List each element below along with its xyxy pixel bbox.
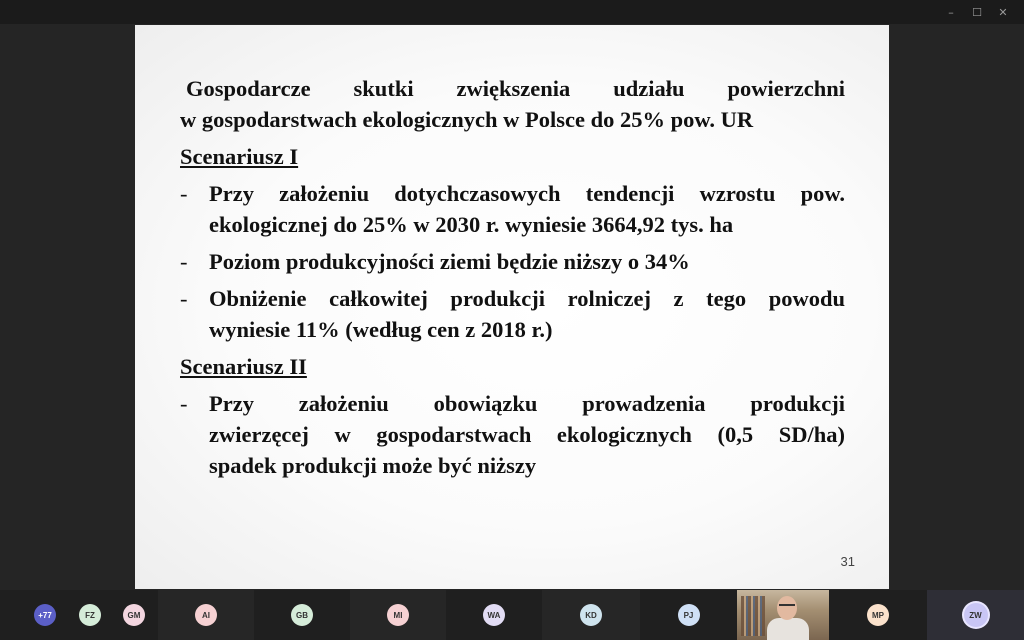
bullet-marker: -: [180, 286, 188, 311]
minimize-button[interactable]: –: [948, 5, 954, 19]
avatar: GM: [123, 604, 145, 626]
maximize-button[interactable]: ☐: [972, 5, 982, 19]
participant-tile[interactable]: [542, 590, 640, 640]
avatar: WA: [483, 604, 505, 626]
bullet-item: [180, 178, 845, 240]
slide-title-line-1: Gospodarcze skutki zwiększenia udziału powierzchni: [186, 76, 845, 101]
participant-tile[interactable]: [446, 590, 542, 640]
participant-tile[interactable]: [350, 590, 446, 640]
bullet-marker: -: [180, 249, 188, 274]
avatar: MI: [387, 604, 409, 626]
bullet-text-line: Poziom produkcyjności ziemi będzie niższy o 34%: [209, 249, 690, 274]
bullet-item: [180, 283, 845, 345]
avatar: FZ: [79, 604, 101, 626]
title-bar: [0, 0, 1024, 24]
participant-body: [767, 618, 809, 640]
scenario-2-bullets: [180, 388, 845, 481]
bullet-text-line: Obniżenie całkowitej produkcji rolniczej z tego powodu: [209, 286, 845, 311]
scenario-2-heading: Scenariusz II: [180, 354, 307, 379]
avatar-self: ZW: [964, 603, 988, 627]
participant-glasses: [779, 604, 795, 610]
scenario-1-bullets: [180, 178, 845, 345]
avatar: GB: [291, 604, 313, 626]
avatar: PJ: [678, 604, 700, 626]
avatar: KD: [580, 604, 602, 626]
participant-video-tile[interactable]: [737, 590, 829, 640]
slide-title-line-2: w gospodarstwach ekologicznych w Polsce do 25% pow. UR: [180, 107, 754, 132]
bullet-text-line: Przy założeniu dotychczasowych tendencji wzrostu pow.: [209, 181, 845, 206]
avatar: MP: [867, 604, 889, 626]
bullet-marker: -: [180, 181, 188, 206]
participant-tile[interactable]: [829, 590, 927, 640]
participant-tile[interactable]: [640, 590, 737, 640]
bullet-text-line: Przy założeniu obowiązku prowadzenia produkcji: [209, 391, 845, 416]
participant-tile[interactable]: [110, 590, 158, 640]
window-controls: [938, 4, 1016, 20]
bullet-item: [180, 246, 845, 277]
slide-page-number: 31: [840, 554, 855, 569]
slide-content: [180, 73, 845, 481]
bullet-text-line: ekologicznej do 25% w 2030 r. wyniesie 3664,92 tys. ha: [209, 212, 734, 237]
bullet-text-line: wyniesie 11% (według cen z 2018 r.): [209, 317, 553, 342]
participant-strip: [0, 590, 1024, 640]
participant-tile[interactable]: [158, 590, 254, 640]
close-button[interactable]: ✕: [998, 5, 1008, 19]
bullet-item: [180, 388, 845, 481]
scenario-1-heading: Scenariusz I: [180, 144, 299, 169]
avatar: AI: [195, 604, 217, 626]
bullet-marker: -: [180, 391, 188, 416]
bookshelf-background: [741, 596, 765, 636]
participant-tile[interactable]: [254, 590, 350, 640]
participant-tile-self[interactable]: [927, 590, 1024, 640]
bullet-text-line: zwierzęcej w gospodarstwach ekologicznych (0,5 SD/ha): [209, 422, 845, 447]
bullet-text-line: spadek produkcji może być niższy: [209, 453, 537, 478]
avatar-overflow-count: +77: [34, 604, 56, 626]
shared-slide: [135, 25, 889, 589]
